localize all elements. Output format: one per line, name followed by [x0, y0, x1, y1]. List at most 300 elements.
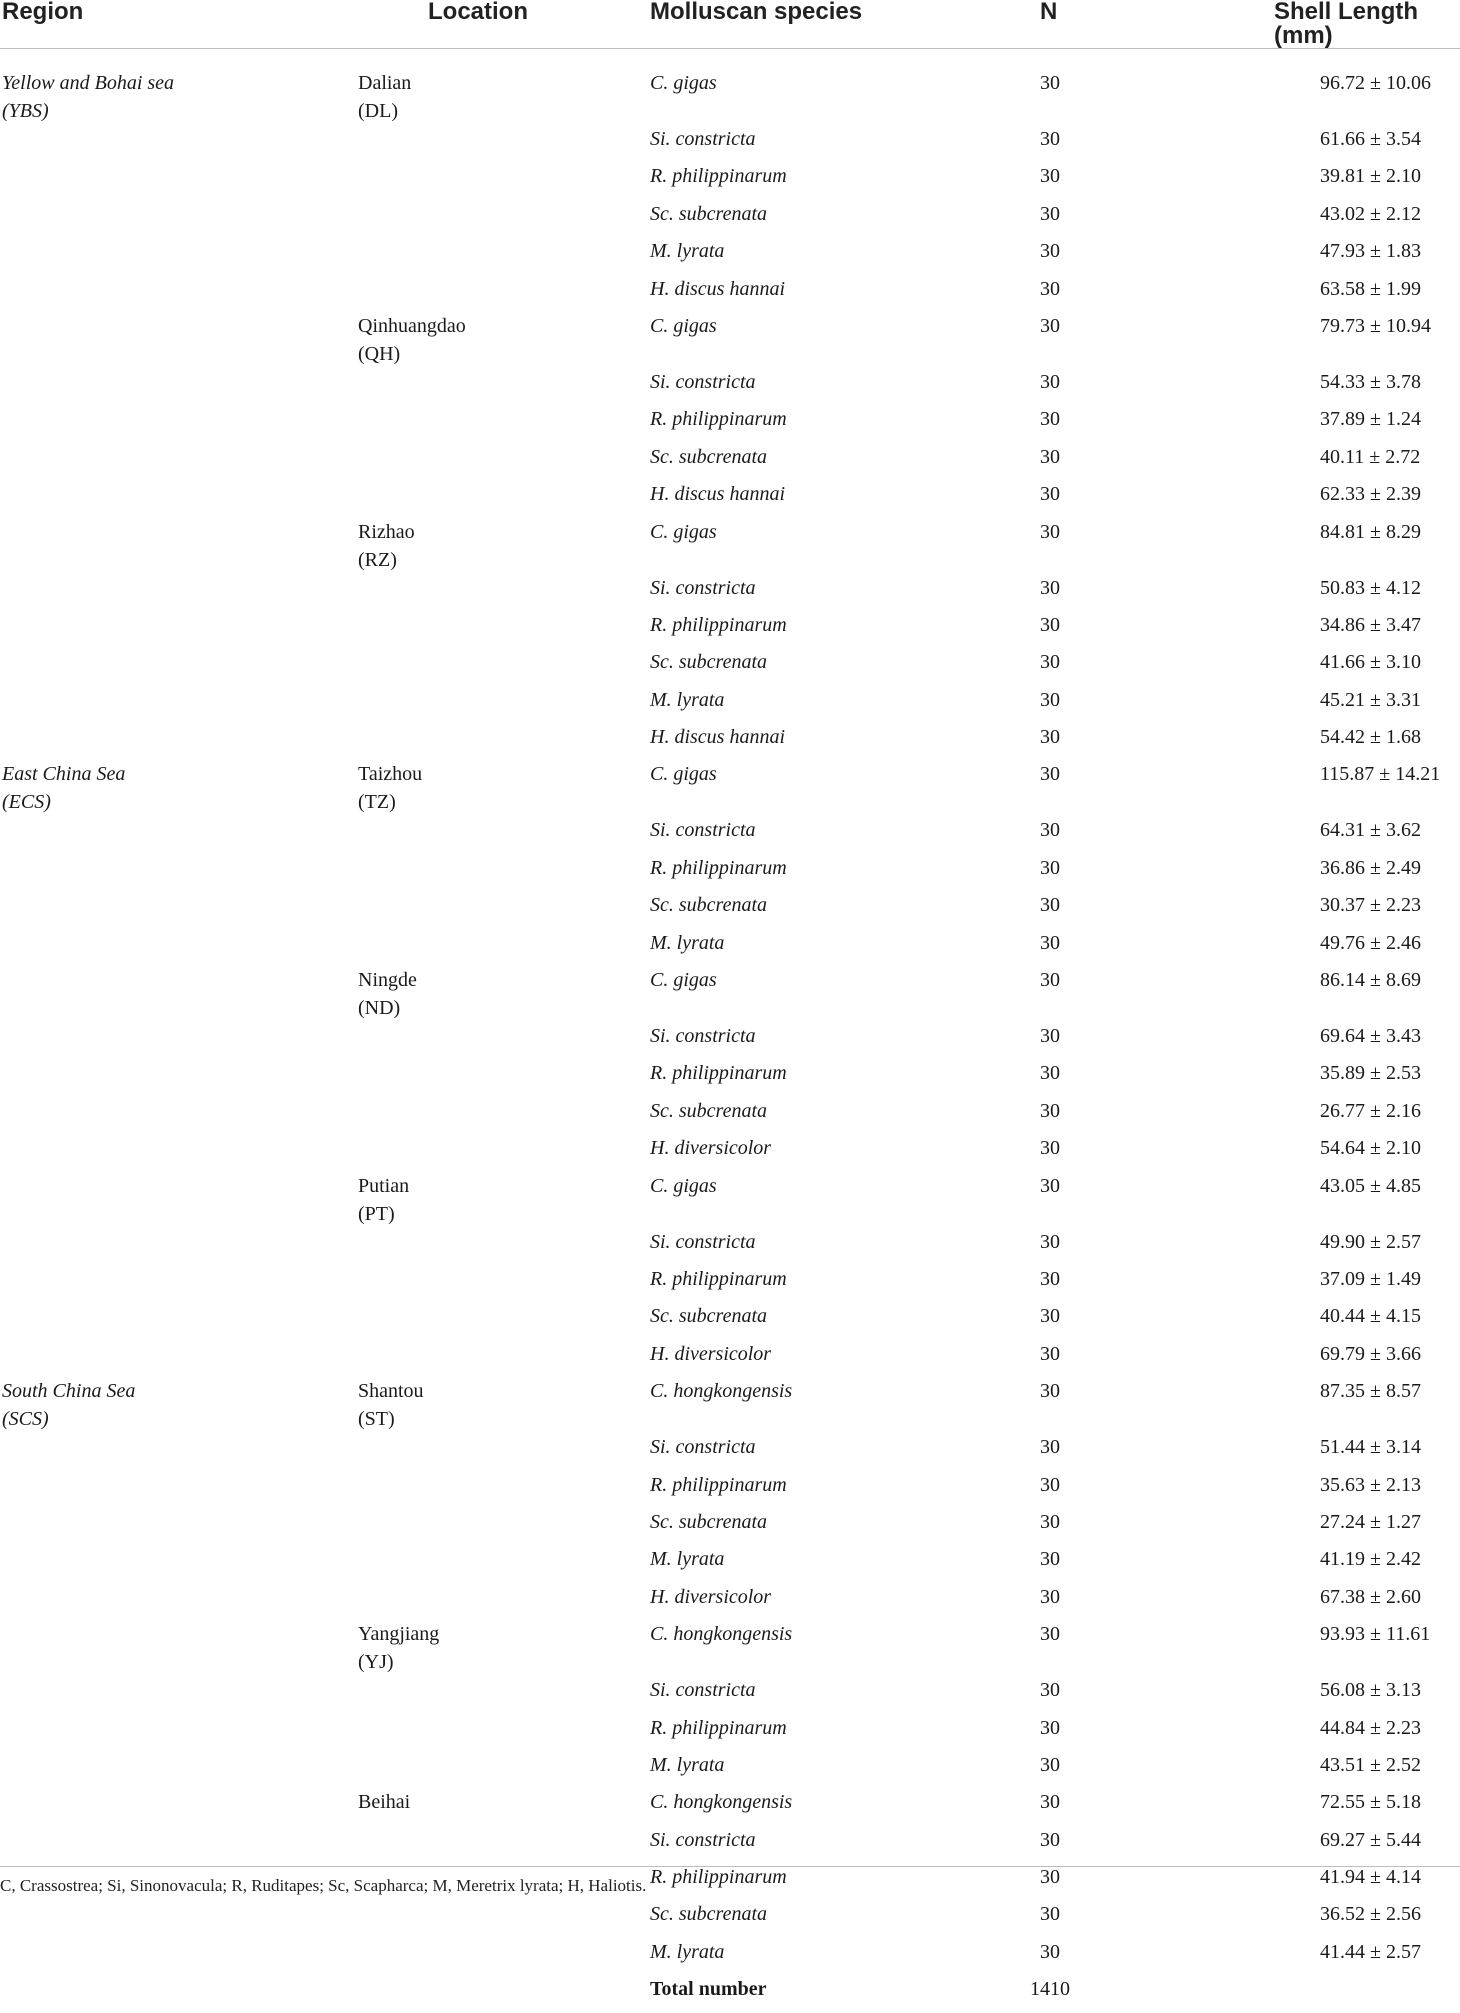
n-cell: 30	[1040, 856, 1060, 879]
location-cell	[356, 686, 650, 723]
table-row	[0, 1302, 1460, 1339]
region-cell	[0, 1583, 356, 1620]
n-cell: 30	[1040, 1510, 1060, 1533]
location-abbrev: (TZ)	[358, 791, 396, 814]
footer-divider	[0, 1866, 1460, 1867]
species-cell: Si. constricta	[650, 128, 756, 150]
table-row	[0, 816, 1460, 853]
species-cell: C. hongkongensis	[650, 1380, 793, 1403]
species-cell: Si. constricta	[650, 1828, 756, 1851]
region-cell	[0, 200, 356, 237]
species-cell: R. philippinarum	[650, 856, 787, 879]
location-cell	[356, 1134, 650, 1171]
location-cell	[356, 1938, 650, 1975]
location-cell	[356, 125, 650, 162]
table-row	[0, 854, 1460, 891]
species-cell: Sc. subcrenata	[650, 202, 768, 225]
n-cell: 30	[1040, 1137, 1060, 1160]
species-cell: R. philippinarum	[650, 613, 787, 636]
n-cell: 30	[1040, 240, 1060, 263]
shell-length-cell: 86.14 ± 8.69	[1320, 969, 1421, 992]
n-cell: 30	[1040, 1940, 1060, 1963]
region-cell	[0, 1938, 356, 1975]
location-cell	[356, 368, 650, 405]
region-cell	[0, 1788, 356, 1825]
species-cell: Si. constricta	[650, 576, 756, 599]
location-cell	[356, 1788, 650, 1825]
species-cell: M. lyrata	[650, 1548, 725, 1571]
species-cell: Sc. subcrenata	[650, 1903, 768, 1926]
location-abbrev: (YJ)	[358, 1651, 394, 1674]
location-name: Qinhuangdao	[358, 314, 466, 337]
location-cell	[356, 200, 650, 237]
species-cell: C. hongkongensis	[650, 1623, 793, 1646]
n-cell: 30	[1040, 520, 1060, 543]
shell-length-cell: 44.84 ± 2.23	[1320, 1716, 1421, 1739]
location-cell	[356, 1714, 650, 1751]
shell-length-cell: 35.63 ± 2.13	[1320, 1473, 1421, 1496]
n-cell: 30	[1040, 1753, 1060, 1776]
species-cell: C. hongkongensis	[650, 1791, 793, 1814]
table-row	[0, 275, 1460, 312]
region-cell	[0, 760, 356, 816]
shell-length-cell: 63.58 ± 1.99	[1320, 277, 1421, 300]
table-header-row	[0, 0, 1460, 49]
species-cell: R. philippinarum	[650, 1716, 787, 1739]
table-row	[0, 686, 1460, 723]
table-row	[0, 611, 1460, 648]
n-cell: 30	[1040, 1342, 1060, 1365]
region-cell	[0, 1265, 356, 1302]
n-cell: 30	[1040, 277, 1060, 300]
shell-length-cell: 51.44 ± 3.14	[1320, 1436, 1421, 1459]
table-row	[0, 1788, 1460, 1825]
region-cell	[0, 275, 356, 312]
table-row	[0, 1228, 1460, 1265]
header-species: Molluscan species	[650, 0, 990, 49]
shell-length-cell: 36.86 ± 2.49	[1320, 856, 1421, 879]
location-name: Putian	[358, 1174, 410, 1197]
region-cell	[0, 966, 356, 1022]
location-cell	[356, 1059, 650, 1096]
shell-length-cell: 40.11 ± 2.72	[1320, 445, 1421, 468]
region-cell	[0, 125, 356, 162]
table-row	[0, 574, 1460, 611]
n-cell: 30	[1040, 1903, 1060, 1926]
n-cell: 30	[1040, 1548, 1060, 1571]
table-row	[0, 1433, 1460, 1470]
location-cell	[356, 1340, 650, 1377]
n-cell: 30	[1040, 1267, 1060, 1290]
shell-length-cell: 115.87 ± 14.21	[1320, 763, 1441, 786]
shell-length-cell: 37.09 ± 1.49	[1320, 1267, 1421, 1290]
region-cell	[0, 686, 356, 723]
species-cell: M. lyrata	[650, 240, 725, 263]
species-cell: R. philippinarum	[650, 1473, 787, 1496]
region-name: East China Sea	[2, 763, 126, 786]
table-row	[0, 1545, 1460, 1582]
species-cell: H. discus hannai	[650, 483, 785, 506]
location-abbrev: (PT)	[358, 1202, 395, 1225]
species-cell: C. gigas	[650, 1174, 717, 1197]
n-cell: 30	[1040, 931, 1060, 954]
n-cell: 30	[1040, 763, 1060, 786]
location-cell	[356, 237, 650, 274]
table-row	[0, 1022, 1460, 1059]
n-cell: 30	[1040, 314, 1060, 337]
table-row	[0, 1508, 1460, 1545]
table-footnote: C, Crassostrea; Si, Sinonovacula; R, Ruditapes; Sc, Scapharca; M, Meretrix lyrata; H, Haliotis.	[0, 1876, 647, 1895]
species-cell: R. philippinarum	[650, 1062, 787, 1085]
region-cell	[0, 1900, 356, 1937]
table-row	[0, 405, 1460, 442]
header-region: Region	[0, 0, 356, 49]
n-cell: 30	[1040, 613, 1060, 636]
region-cell	[0, 929, 356, 966]
table-row	[0, 518, 1460, 574]
total-row	[0, 1975, 1460, 2012]
n-cell: 30	[1040, 1828, 1060, 1851]
n-cell: 30	[1040, 726, 1060, 749]
n-cell: 30	[1040, 894, 1060, 917]
region-cell	[0, 1022, 356, 1059]
location-cell	[356, 1751, 650, 1788]
location-cell	[356, 443, 650, 480]
species-cell: Sc. subcrenata	[650, 1305, 768, 1328]
region-cell	[0, 312, 356, 368]
table-row	[0, 368, 1460, 405]
shell-length-cell: 87.35 ± 8.57	[1320, 1380, 1421, 1403]
location-name: Rizhao	[358, 520, 415, 543]
table-row	[0, 1751, 1460, 1788]
location-name: Yangjiang	[358, 1623, 440, 1646]
region-cell	[0, 1545, 356, 1582]
total-n: 1410	[1030, 1978, 1070, 2001]
location-cell	[356, 518, 650, 574]
shell-length-cell: 27.24 ± 1.27	[1320, 1510, 1421, 1533]
shell-length-cell: 40.44 ± 4.15	[1320, 1305, 1421, 1328]
region-name: Yellow and Bohai sea	[2, 72, 175, 94]
location-cell	[356, 1583, 650, 1620]
n-cell: 30	[1040, 202, 1060, 225]
location-name: Ningde	[358, 969, 417, 992]
species-cell: C. gigas	[650, 763, 717, 786]
table-row	[0, 162, 1460, 199]
location-cell	[356, 49, 650, 126]
species-cell: H. diversicolor	[650, 1342, 772, 1365]
n-cell: 30	[1040, 969, 1060, 992]
empty-cell	[1170, 1975, 1460, 2012]
region-cell	[0, 1134, 356, 1171]
location-cell	[356, 1826, 650, 1863]
location-cell	[356, 1676, 650, 1713]
n-cell: 30	[1040, 1866, 1060, 1889]
shell-length-cell: 49.90 ± 2.57	[1320, 1230, 1421, 1253]
shell-length-cell: 34.86 ± 3.47	[1320, 613, 1421, 636]
location-cell	[356, 1302, 650, 1339]
species-cell: Sc. subcrenata	[650, 651, 768, 674]
region-cell	[0, 1620, 356, 1676]
shell-length-cell: 61.66 ± 3.54	[1320, 128, 1421, 150]
shell-length-cell: 49.76 ± 2.46	[1320, 931, 1421, 954]
table-row	[0, 1714, 1460, 1751]
species-cell: Si. constricta	[650, 1230, 756, 1253]
location-cell	[356, 966, 650, 1022]
region-cell	[0, 405, 356, 442]
species-cell: M. lyrata	[650, 1753, 725, 1776]
region-cell	[0, 611, 356, 648]
location-name: Shantou	[358, 1380, 424, 1403]
header-n: N	[990, 0, 1170, 49]
location-cell	[356, 162, 650, 199]
n-cell: 30	[1040, 1380, 1060, 1403]
location-abbrev: (RZ)	[358, 548, 397, 571]
n-cell: 30	[1040, 1025, 1060, 1048]
header-location: Location	[356, 0, 650, 49]
n-cell: 30	[1040, 165, 1060, 188]
location-cell	[356, 480, 650, 517]
region-cell	[0, 816, 356, 853]
location-cell	[356, 854, 650, 891]
region-cell	[0, 1714, 356, 1751]
n-cell: 30	[1040, 1230, 1060, 1253]
location-abbrev: (QH)	[358, 342, 401, 365]
location-cell	[356, 929, 650, 966]
n-cell: 30	[1040, 483, 1060, 506]
table-row	[0, 200, 1460, 237]
location-cell	[356, 611, 650, 648]
table-row	[0, 1826, 1460, 1863]
location-cell	[356, 1471, 650, 1508]
species-cell: C. gigas	[650, 520, 717, 543]
region-cell	[0, 443, 356, 480]
region-cell	[0, 162, 356, 199]
n-cell: 30	[1040, 408, 1060, 431]
region-cell	[0, 1471, 356, 1508]
location-cell	[356, 1900, 650, 1937]
n-cell: 30	[1040, 1099, 1060, 1122]
shell-length-cell: 54.64 ± 2.10	[1320, 1137, 1421, 1160]
table-row	[0, 1097, 1460, 1134]
location-cell	[356, 1097, 650, 1134]
location-cell	[356, 648, 650, 685]
region-cell	[0, 1340, 356, 1377]
region-cell	[0, 574, 356, 611]
location-cell	[356, 405, 650, 442]
shell-length-cell: 96.72 ± 10.06	[1320, 72, 1431, 94]
species-cell: Si. constricta	[650, 819, 756, 842]
species-cell: H. discus hannai	[650, 726, 785, 749]
region-cell	[0, 1228, 356, 1265]
table-row	[0, 480, 1460, 517]
species-cell: H. diversicolor	[650, 1585, 772, 1608]
species-cell: Si. constricta	[650, 1436, 756, 1459]
table-row	[0, 648, 1460, 685]
table-row	[0, 49, 1460, 126]
table-row	[0, 125, 1460, 162]
shell-length-cell: 26.77 ± 2.16	[1320, 1099, 1421, 1122]
shell-length-cell: 69.27 ± 5.44	[1320, 1828, 1421, 1851]
location-cell	[356, 1377, 650, 1433]
shell-length-cell: 43.02 ± 2.12	[1320, 202, 1421, 225]
region-abbrev: (SCS)	[2, 1408, 49, 1431]
location-name: Beihai	[358, 1791, 411, 1814]
table-row	[0, 312, 1460, 368]
region-cell	[0, 1377, 356, 1433]
table-row	[0, 1059, 1460, 1096]
table-row	[0, 1620, 1460, 1676]
species-cell: M. lyrata	[650, 1940, 725, 1963]
table-row	[0, 966, 1460, 1022]
shell-length-cell: 41.19 ± 2.42	[1320, 1548, 1421, 1571]
table-row	[0, 1583, 1460, 1620]
header-shell-length: Shell Length (mm)	[1170, 0, 1460, 49]
location-abbrev: (DL)	[358, 100, 398, 122]
n-cell: 30	[1040, 1062, 1060, 1085]
location-abbrev: (ND)	[358, 997, 401, 1020]
region-cell	[0, 518, 356, 574]
location-cell	[356, 1508, 650, 1545]
species-cell: Sc. subcrenata	[650, 1099, 768, 1122]
region-cell	[0, 854, 356, 891]
table-row	[0, 1676, 1460, 1713]
species-cell: Si. constricta	[650, 370, 756, 393]
region-cell	[0, 1059, 356, 1096]
location-cell	[356, 1022, 650, 1059]
n-cell: 30	[1040, 1473, 1060, 1496]
table-row	[0, 1471, 1460, 1508]
species-cell: R. philippinarum	[650, 1267, 787, 1290]
species-cell: C. gigas	[650, 969, 717, 992]
shell-length-cell: 54.33 ± 3.78	[1320, 370, 1421, 393]
species-cell: Sc. subcrenata	[650, 1510, 768, 1533]
shell-length-cell: 64.31 ± 3.62	[1320, 819, 1421, 842]
shell-length-cell: 69.64 ± 3.43	[1320, 1025, 1421, 1048]
n-cell: 30	[1040, 1174, 1060, 1197]
table-row	[0, 1377, 1460, 1433]
shell-length-cell: 41.66 ± 3.10	[1320, 651, 1421, 674]
region-cell	[0, 1172, 356, 1228]
species-cell: H. discus hannai	[650, 277, 785, 300]
species-cell: Sc. subcrenata	[650, 894, 768, 917]
n-cell: 30	[1040, 72, 1060, 94]
location-cell	[356, 816, 650, 853]
region-cell	[0, 1676, 356, 1713]
location-abbrev: (ST)	[358, 1408, 395, 1431]
location-cell	[356, 1172, 650, 1228]
shell-length-cell: 84.81 ± 8.29	[1320, 520, 1421, 543]
shell-length-cell: 30.37 ± 2.23	[1320, 894, 1421, 917]
n-cell: 30	[1040, 445, 1060, 468]
species-cell: Si. constricta	[650, 1025, 756, 1048]
table-row	[0, 1900, 1460, 1937]
table-row	[0, 443, 1460, 480]
total-label: Total number	[650, 1978, 767, 2001]
region-cell	[0, 1751, 356, 1788]
location-cell	[356, 1228, 650, 1265]
region-cell	[0, 1433, 356, 1470]
shell-length-cell: 36.52 ± 2.56	[1320, 1903, 1421, 1926]
empty-cell	[0, 1975, 356, 2012]
table-row	[0, 1265, 1460, 1302]
table-row	[0, 891, 1460, 928]
shell-length-cell: 56.08 ± 3.13	[1320, 1679, 1421, 1702]
species-cell: Sc. subcrenata	[650, 445, 768, 468]
region-cell	[0, 1826, 356, 1863]
shell-length-cell: 54.42 ± 1.68	[1320, 726, 1421, 749]
n-cell: 30	[1040, 370, 1060, 393]
species-cell: R. philippinarum	[650, 408, 787, 431]
region-abbrev: (YBS)	[2, 100, 49, 122]
n-cell: 30	[1040, 1791, 1060, 1814]
location-cell	[356, 760, 650, 816]
location-cell	[356, 1433, 650, 1470]
table-row	[0, 1938, 1460, 1975]
shell-length-cell: 35.89 ± 2.53	[1320, 1062, 1421, 1085]
n-cell: 30	[1040, 128, 1060, 150]
region-cell	[0, 648, 356, 685]
location-cell	[356, 1620, 650, 1676]
shell-length-cell: 43.51 ± 2.52	[1320, 1753, 1421, 1776]
region-cell	[0, 1508, 356, 1545]
shell-length-cell: 79.73 ± 10.94	[1320, 314, 1431, 337]
n-cell: 30	[1040, 1679, 1060, 1702]
shell-length-cell: 47.93 ± 1.83	[1320, 240, 1421, 263]
shell-length-cell: 72.55 ± 5.18	[1320, 1791, 1421, 1814]
region-name: South China Sea	[2, 1380, 136, 1403]
n-cell: 30	[1040, 688, 1060, 711]
table-row	[0, 760, 1460, 816]
location-cell	[356, 574, 650, 611]
location-cell	[356, 891, 650, 928]
n-cell: 30	[1040, 576, 1060, 599]
shell-length-cell: 37.89 ± 1.24	[1320, 408, 1421, 431]
shell-length-cell: 39.81 ± 2.10	[1320, 165, 1421, 188]
region-cell	[0, 723, 356, 760]
species-cell: H. diversicolor	[650, 1137, 772, 1160]
location-name: Taizhou	[358, 763, 423, 786]
table-row	[0, 237, 1460, 274]
region-cell	[0, 1302, 356, 1339]
table-row	[0, 929, 1460, 966]
location-cell	[356, 1265, 650, 1302]
table-row	[0, 1340, 1460, 1377]
region-cell	[0, 480, 356, 517]
n-cell: 30	[1040, 1585, 1060, 1608]
species-cell: R. philippinarum	[650, 1866, 787, 1889]
shell-length-cell: 50.83 ± 4.12	[1320, 576, 1421, 599]
shell-length-cell: 41.44 ± 2.57	[1320, 1940, 1421, 1963]
table-row	[0, 1134, 1460, 1171]
region-cell	[0, 891, 356, 928]
region-cell	[0, 237, 356, 274]
shell-length-cell: 62.33 ± 2.39	[1320, 483, 1421, 506]
shell-length-cell: 45.21 ± 3.31	[1320, 688, 1421, 711]
n-cell: 30	[1040, 1305, 1060, 1328]
region-cell	[0, 49, 356, 126]
species-cell: C. gigas	[650, 314, 717, 337]
shell-length-cell: 41.94 ± 4.14	[1320, 1866, 1421, 1889]
n-cell: 30	[1040, 1716, 1060, 1739]
location-cell	[356, 275, 650, 312]
n-cell: 30	[1040, 1623, 1060, 1646]
n-cell: 30	[1040, 651, 1060, 674]
species-cell: M. lyrata	[650, 931, 725, 954]
location-cell	[356, 1545, 650, 1582]
table-body	[0, 49, 1460, 2013]
region-abbrev: (ECS)	[2, 791, 51, 814]
shell-length-cell: 93.93 ± 11.61	[1320, 1623, 1431, 1646]
